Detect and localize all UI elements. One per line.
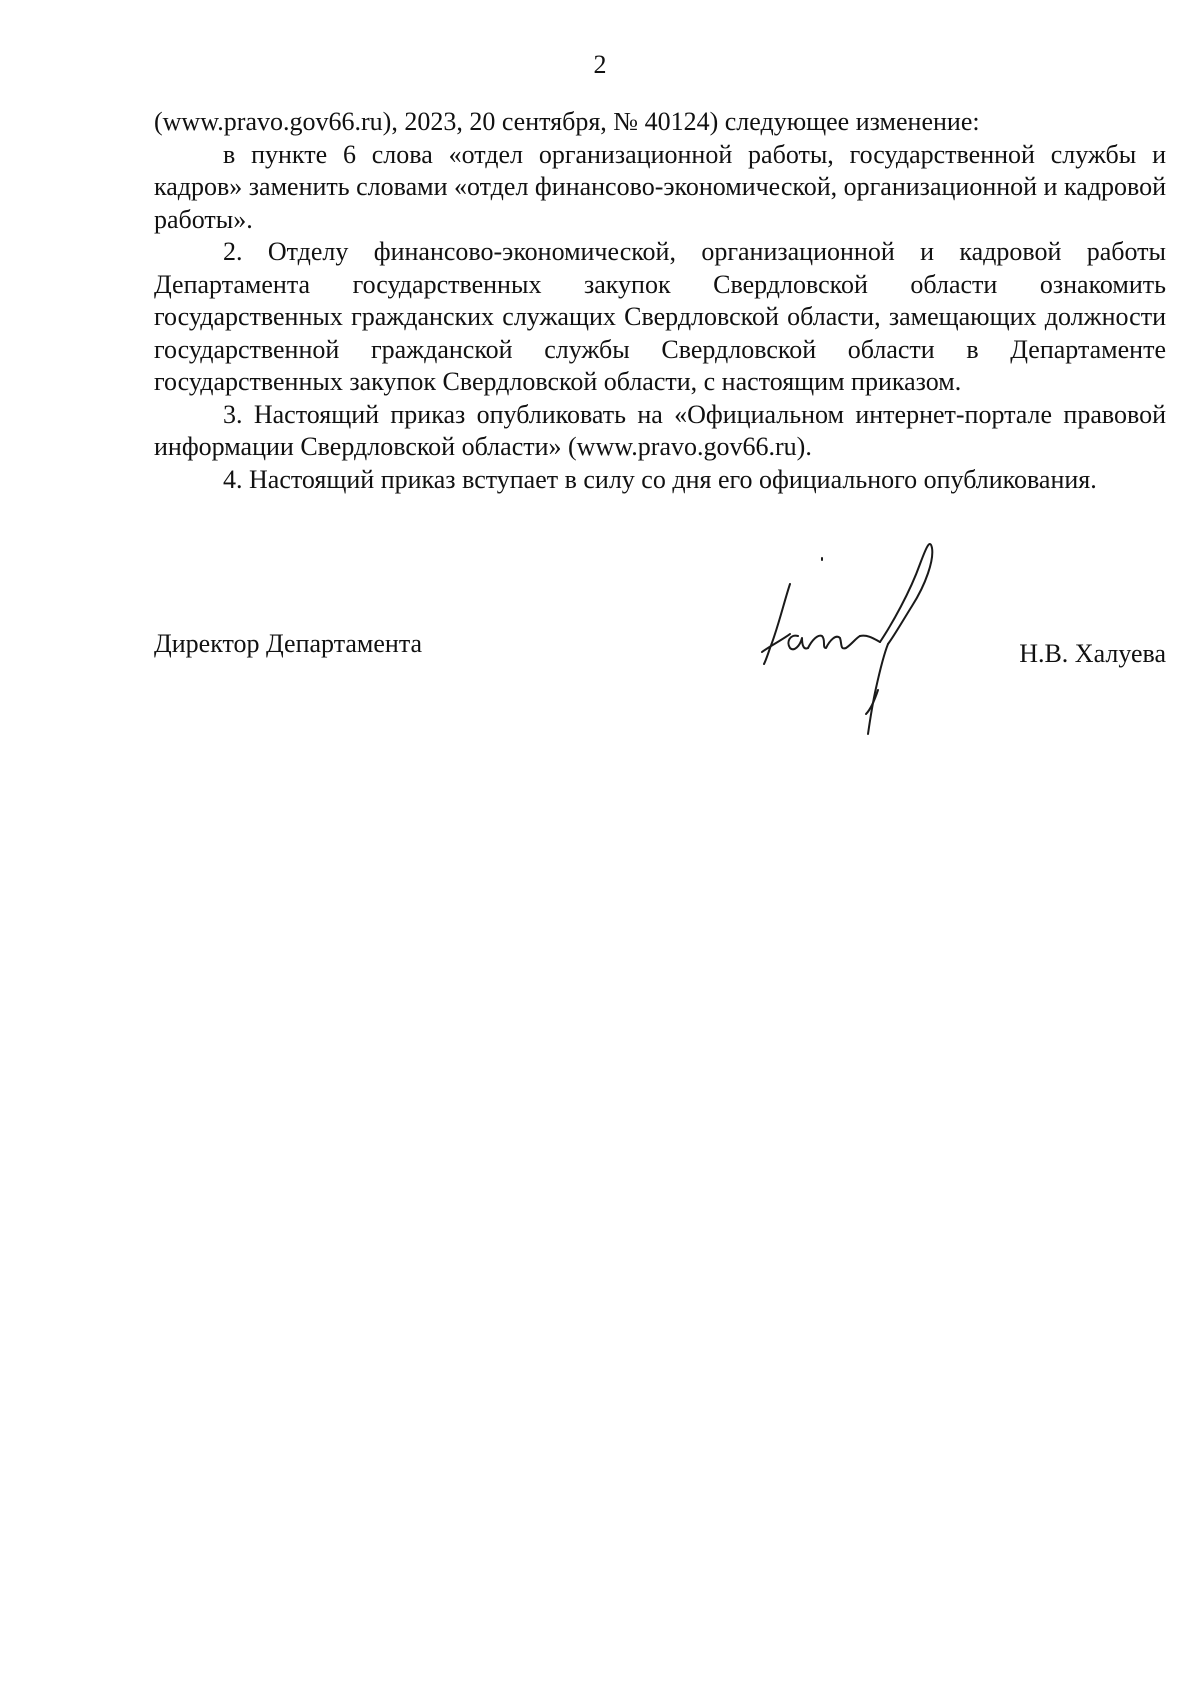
- signature-block: [154, 620, 1166, 760]
- paragraph-amendment: в пункте 6 слова «отдел организационной работы, государственной службы и кадров» заменить словами «отдел финансово-экономической, организационной и кадровой работы».: [154, 139, 1166, 234]
- paragraph-continuation: (www.pravo.gov66.ru), 2023, 20 сентября, № 40124) следующее изменение:: [154, 107, 980, 136]
- signatory-position: Директор Департамента: [154, 629, 423, 658]
- paragraph-item-3: 3. Настоящий приказ опубликовать на «Официальном интернет-портале правовой информации Свердловской области» (www.pravo.gov66.ru).: [154, 399, 1166, 461]
- page-number: 2: [593, 50, 607, 79]
- paragraph-item-4: 4. Настоящий приказ вступает в силу со дня его официального опубликования.: [223, 464, 1097, 494]
- handwritten-signature: [760, 530, 980, 740]
- paragraph-item-2: 2. Отделу финансово-экономической, организационной и кадровой работы Департамента государственных закупок Свердловской области ознакомить государственных гражданских служащих Свердловской области, замещающих должности государственной гражданской службы Свердловской области в Департаменте государственных закупок Свердловской области, с настоящим приказом.: [154, 237, 1166, 396]
- signatory-name: Н.В. Халуева: [1019, 639, 1166, 668]
- document-body: [154, 106, 1166, 496]
